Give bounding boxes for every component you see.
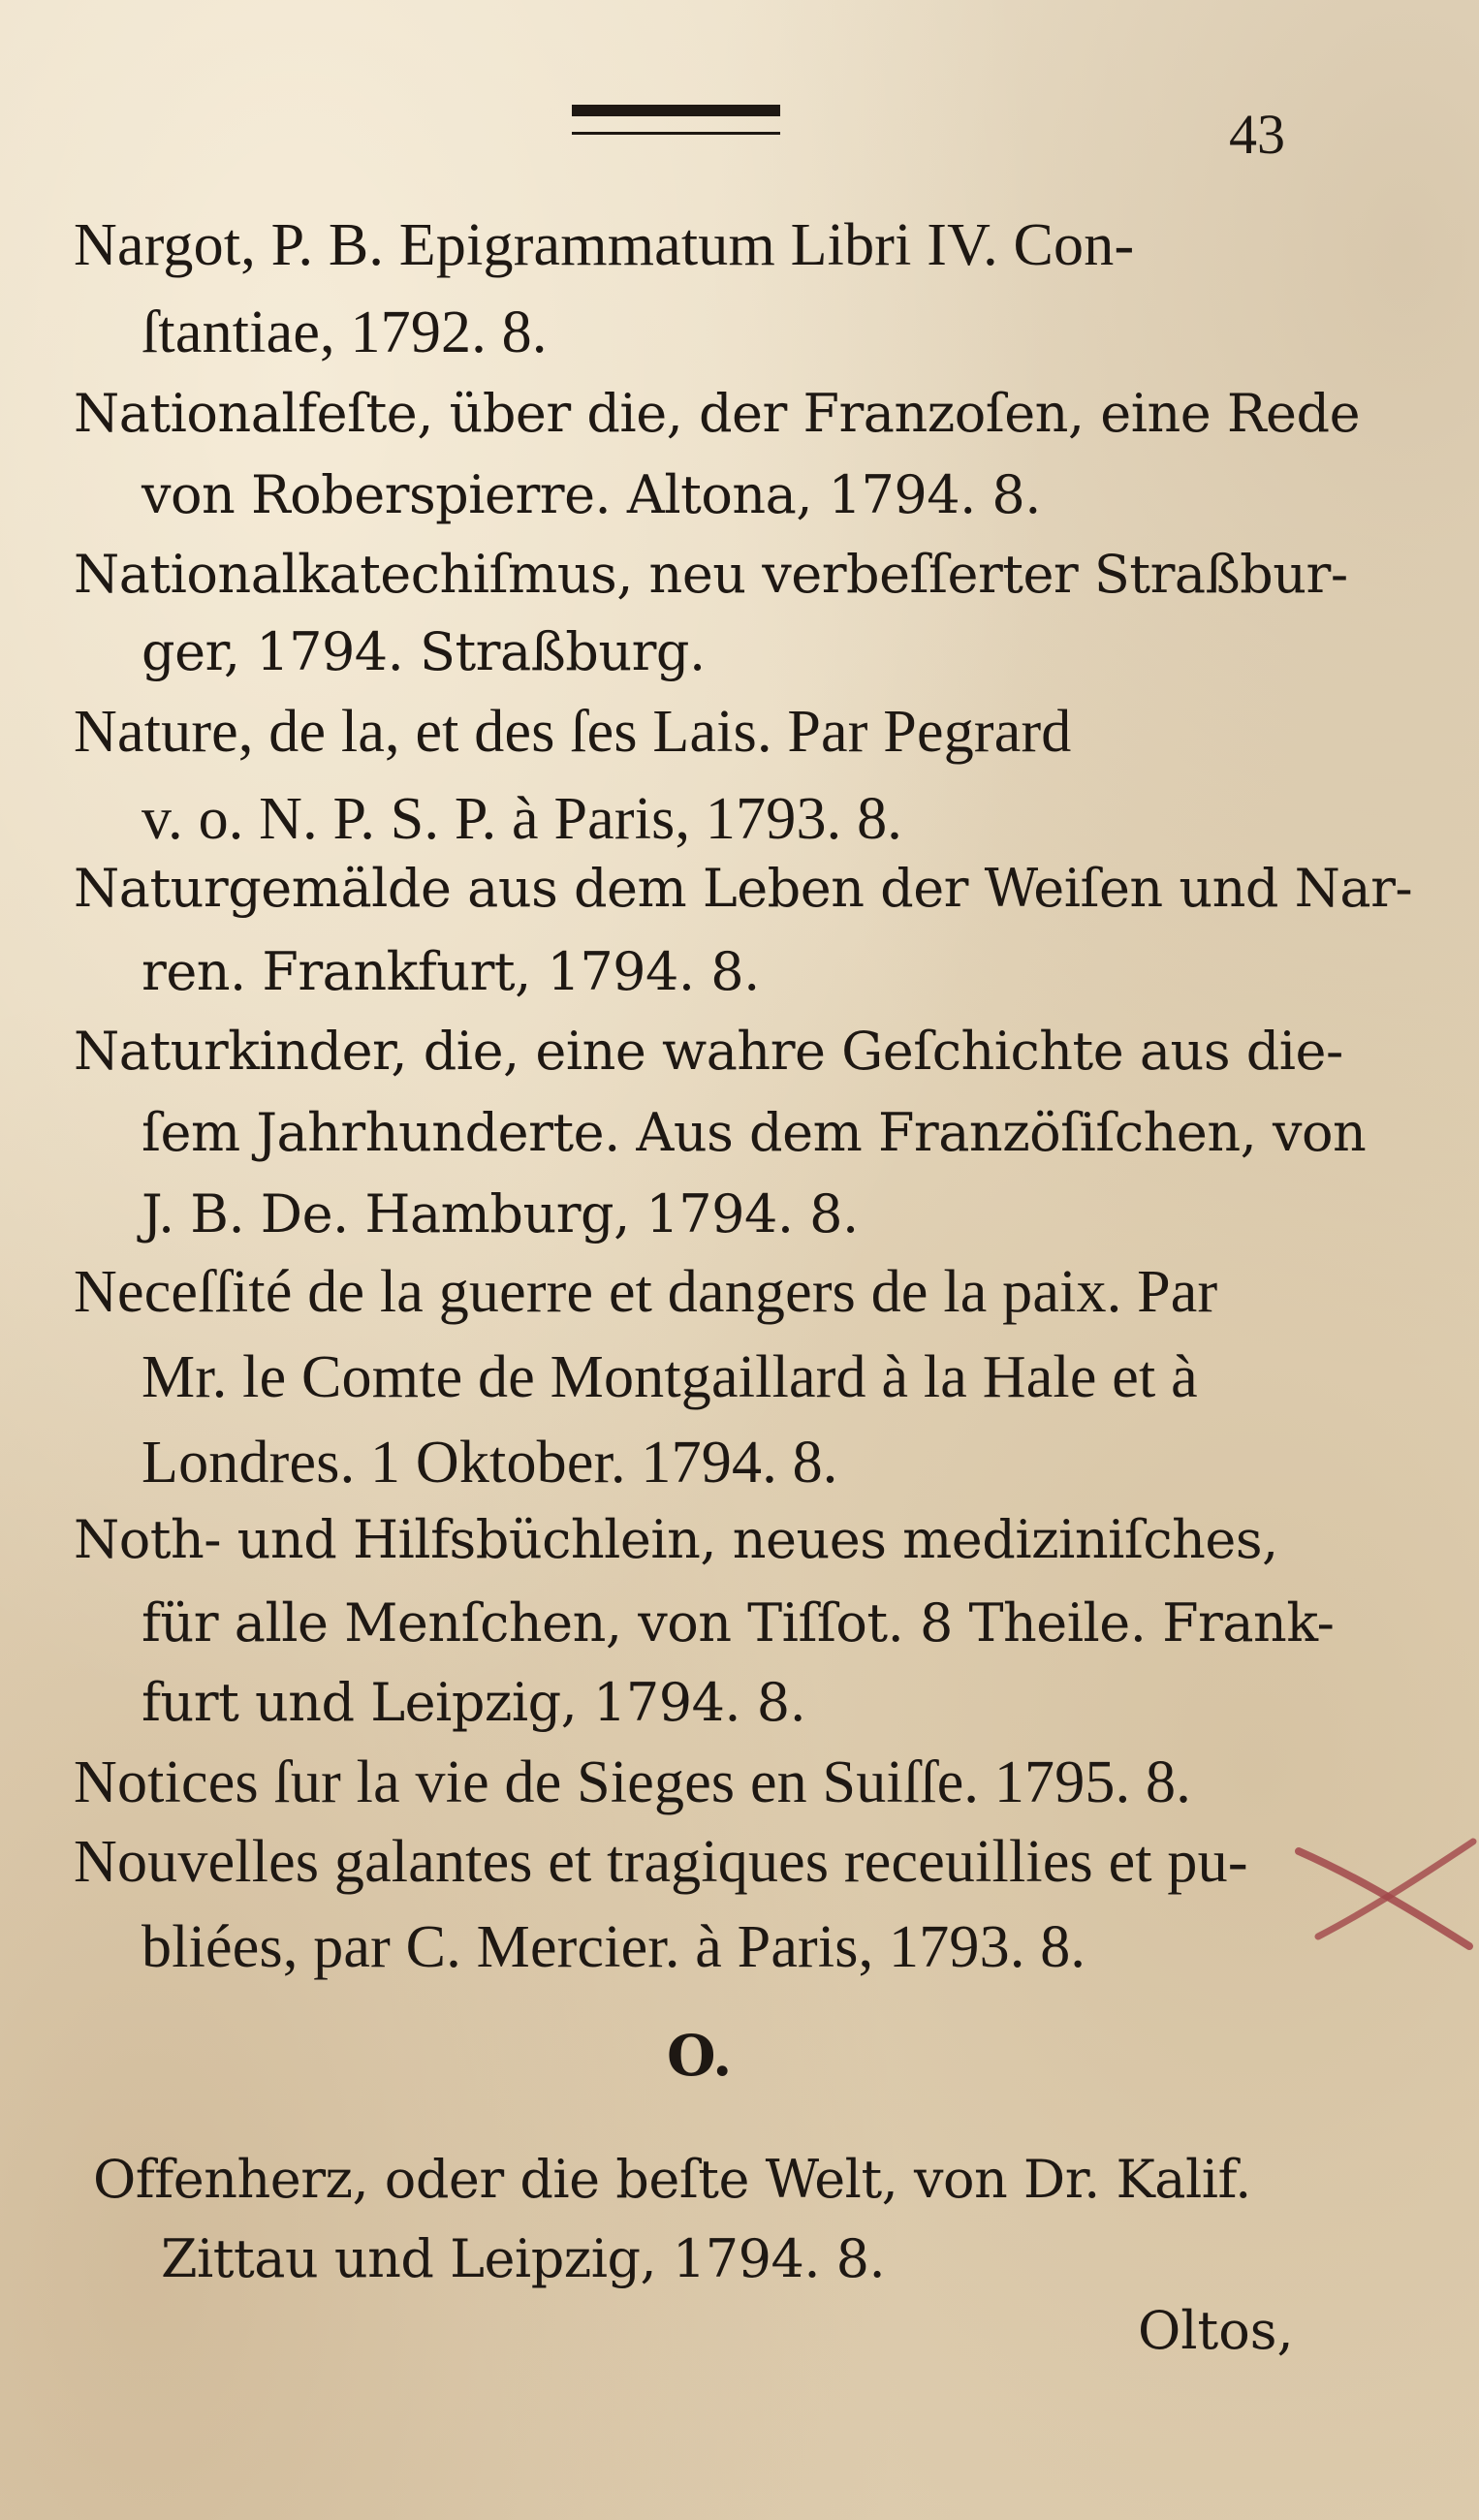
entry-line: Naturgemälde aus dem Leben der Weiſen und Nar- bbox=[74, 858, 1413, 919]
entry-line: Zittau und Leipzig, 1794. 8. bbox=[161, 2228, 886, 2289]
entry-line: ger, 1794. Straßburg. bbox=[142, 621, 706, 682]
entry-line: Notices ſur la vie de Sieges en Suiſſe. 1795. 8. bbox=[74, 1749, 1191, 1815]
entry-line: ren. Frankfurt, 1794. 8. bbox=[142, 941, 760, 1002]
section-heading: O. bbox=[667, 2023, 733, 2089]
entry-line: v. o. N. P. S. P. à Paris, 1793. 8. bbox=[142, 786, 902, 852]
entry-line: Noth- und Hilfsbüchlein, neues mediziniſches, bbox=[74, 1509, 1278, 1570]
entry-line: ſem Jahrhunderte. Aus dem Franzöſiſchen, von bbox=[142, 1102, 1367, 1163]
catchword: Oltos, bbox=[1138, 2300, 1294, 2361]
entry-line: von Roberspierre. Altona, 1794. 8. bbox=[142, 464, 1041, 525]
entry-line: J. B. De. Hamburg, 1794. 8. bbox=[142, 1183, 859, 1244]
pencil-cross-mark bbox=[1289, 1822, 1479, 1958]
entry-line: Mr. le Comte de Montgaillard à la Hale et à bbox=[142, 1344, 1198, 1410]
entry-line: bliées, par C. Mercier. à Paris, 1793. 8. bbox=[142, 1914, 1086, 1980]
entry-line: furt und Leipzig, 1794. 8. bbox=[142, 1672, 806, 1733]
page-number: 43 bbox=[1229, 103, 1285, 166]
entry-line: für alle Menſchen, von Tiſſot. 8 Theile. Frank- bbox=[142, 1592, 1335, 1654]
entry-line: Nouvelles galantes et tragiques receuillies et pu- bbox=[74, 1829, 1248, 1895]
entry-line: Offenherz, oder die beſte Welt, von Dr. Kalif. bbox=[93, 2149, 1251, 2210]
entry-line: Londres. 1 Oktober. 1794. 8. bbox=[142, 1430, 838, 1496]
entry-line: Nature, de la, et des ſes Lais. Par Pegrard bbox=[74, 699, 1072, 765]
entry-line: Nationalkatechiſmus, neu verbeſſerter Straßbur- bbox=[74, 544, 1348, 605]
header-rule-thin bbox=[572, 132, 780, 135]
header-rule-thick bbox=[572, 105, 780, 116]
entry-line: ſtantiae, 1792. 8. bbox=[142, 299, 548, 365]
entry-line: Naturkinder, die, eine wahre Geſchichte aus die- bbox=[74, 1021, 1343, 1082]
entry-line: Nargot, P. B. Epigrammatum Libri IV. Con- bbox=[74, 212, 1135, 278]
entry-line: Neceſſité de la guerre et dangers de la paix. Par bbox=[74, 1259, 1218, 1325]
entry-line: Nationalfeſte, über die, der Franzoſen, eine Rede bbox=[74, 383, 1361, 444]
